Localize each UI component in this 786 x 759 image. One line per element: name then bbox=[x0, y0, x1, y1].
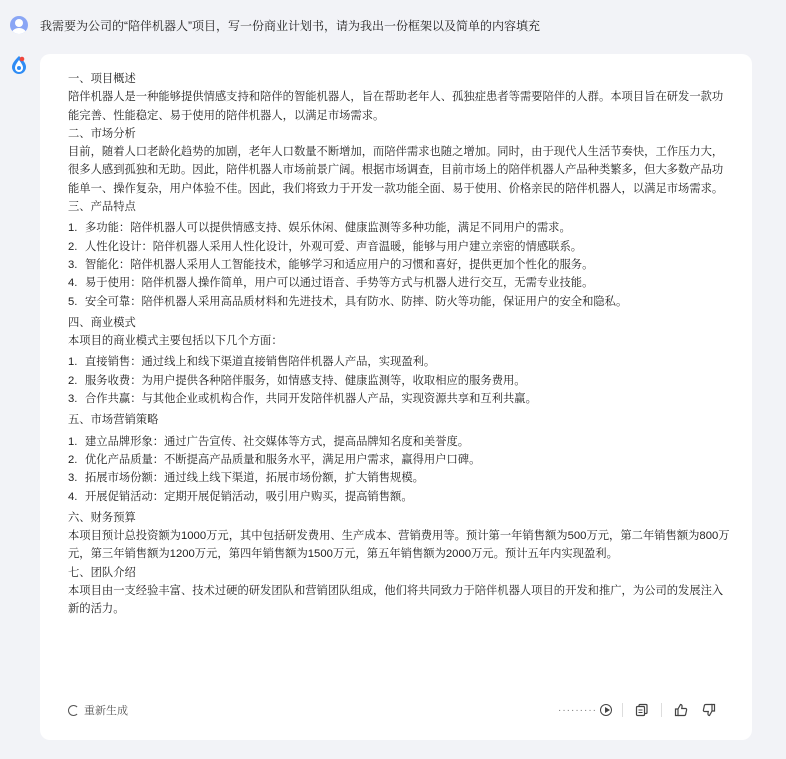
regenerate-label: 重新生成 bbox=[84, 705, 128, 717]
copy-button[interactable] bbox=[633, 701, 651, 719]
list-item-text: 智能化：陪伴机器人采用人工智能技术，能够学习和适应用户的习惯和喜好，提供更加个性化的服务。 bbox=[85, 258, 594, 271]
copy-icon bbox=[635, 703, 649, 717]
list-item-number: 1. bbox=[68, 435, 78, 448]
section-heading: 七、团队介绍 bbox=[68, 566, 136, 579]
list-item-text: 易于使用：陪伴机器人操作简单，用户可以通过语音、手势等方式与机器人进行交互，无需专业技能。 bbox=[85, 277, 594, 290]
response-toolbar bbox=[68, 700, 718, 720]
list-item-text: 优化产品质量：不断提高产品质量和服务水平，满足用户需求，赢得用户口碑。 bbox=[85, 453, 481, 466]
audio-dots-icon: ········· bbox=[558, 704, 597, 716]
user-message-text: 我需要为公司的“陪伴机器人”项目，写一份商业计划书，请为我出一份框架以及简单的内容填充 bbox=[40, 18, 540, 33]
list-item-text: 安全可靠：陪伴机器人采用高品质材料和先进技术，具有防水、防摔、防火等功能，保证用户的安全和隐私。 bbox=[85, 295, 628, 308]
business-model-list bbox=[68, 353, 733, 408]
section-product-features bbox=[68, 198, 733, 311]
section-market-analysis bbox=[68, 125, 733, 198]
list-item bbox=[68, 488, 733, 506]
user-avatar-icon bbox=[10, 16, 28, 34]
toolbar-divider bbox=[622, 703, 623, 717]
section-heading: 四、商业模式 bbox=[68, 316, 136, 329]
section-heading: 三、产品特点 bbox=[68, 201, 136, 214]
list-item-text: 建立品牌形象：通过广告宣传、社交媒体等方式，提高品牌知名度和美誉度。 bbox=[85, 435, 470, 448]
user-message-row bbox=[10, 15, 540, 35]
list-item-number: 3. bbox=[68, 258, 78, 271]
thumbs-down-icon bbox=[702, 703, 716, 717]
list-item-number: 1. bbox=[68, 356, 78, 369]
regenerate-icon bbox=[68, 705, 79, 716]
assistant-response-card bbox=[40, 54, 752, 740]
play-icon[interactable] bbox=[600, 704, 612, 716]
list-item-number: 5. bbox=[68, 295, 78, 308]
list-item bbox=[68, 372, 733, 390]
section-paragraph: 本项目预计总投资额为1000万元，其中包括研发费用、生产成本、营销费用等。预计第一年销售额为500万元，第二年销售额为800万元，第三年销售额为1200万元，第四年销售额为1500万元，第五年销售额为2000万元。预计五年内实现盈利。 bbox=[68, 530, 730, 561]
list-item-number: 4. bbox=[68, 490, 78, 503]
list-item bbox=[68, 390, 733, 408]
response-content bbox=[68, 70, 733, 619]
list-item bbox=[68, 433, 733, 451]
thumbs-up-button[interactable] bbox=[672, 701, 690, 719]
list-item-number: 4. bbox=[68, 277, 78, 290]
section-paragraph: 本项目由一支经验丰富、技术过硬的研发团队和营销团队组成，他们将共同致力于陪伴机器人项目的开发和推广，为公司的发展注入新的活力。 bbox=[68, 585, 724, 616]
list-item bbox=[68, 256, 733, 274]
section-heading: 一、项目概述 bbox=[68, 73, 136, 85]
list-item-number: 2. bbox=[68, 453, 78, 466]
list-item bbox=[68, 469, 733, 487]
list-item-text: 人性化设计：陪伴机器人采用人性化设计，外观可爱、声音温暖，能够与用户建立亲密的情感联系。 bbox=[85, 240, 583, 253]
section-overview bbox=[68, 70, 733, 125]
list-item-number: 3. bbox=[68, 393, 78, 406]
list-item-number: 1. bbox=[68, 222, 78, 235]
list-item bbox=[68, 219, 733, 237]
list-item-number: 3. bbox=[68, 472, 78, 485]
list-item bbox=[68, 274, 733, 292]
section-paragraph: 本项目的商业模式主要包括以下几个方面： bbox=[68, 335, 283, 348]
list-item-text: 直接销售：通过线上和线下渠道直接销售陪伴机器人产品，实现盈利。 bbox=[85, 356, 436, 369]
regenerate-button[interactable] bbox=[68, 702, 128, 718]
list-item bbox=[68, 451, 733, 469]
list-item-number: 2. bbox=[68, 374, 78, 387]
section-heading: 五、市场营销策略 bbox=[68, 414, 159, 427]
list-item-text: 服务收费：为用户提供各种陪伴服务，如情感支持、健康监测等，收取相应的服务费用。 bbox=[85, 374, 526, 387]
list-item-text: 拓展市场份额：通过线上线下渠道，拓展市场份额，扩大销售规模。 bbox=[85, 472, 424, 485]
section-team bbox=[68, 564, 733, 619]
list-item bbox=[68, 293, 733, 311]
list-item-text: 开展促销活动：定期开展促销活动，吸引用户购买，提高销售额。 bbox=[85, 490, 413, 503]
section-marketing-strategy bbox=[68, 411, 733, 505]
section-financial-budget bbox=[68, 509, 733, 564]
toolbar-divider bbox=[661, 703, 662, 717]
feature-list bbox=[68, 219, 733, 310]
section-heading: 六、财务预算 bbox=[68, 511, 136, 524]
marketing-strategy-list bbox=[68, 433, 733, 506]
section-paragraph: 目前，随着人口老龄化趋势的加剧，老年人口数量不断增加，而陪伴需求也随之增加。同时，由于现代人生活节奏快，工作压力大，很多人感到孤独和无助。因此，陪伴机器人市场前景广阔。根据市场调查，目前市场上的陪伴机器人产品种类繁多，但大多数产品功能单一、操作复杂，用户体验不佳。因此，我们将致力于开发一款功能全面、易于使用、价格亲民的陪伴机器人，以满足市场需求。 bbox=[68, 146, 724, 195]
section-heading: 二、市场分析 bbox=[68, 127, 136, 140]
thumbs-up-icon bbox=[674, 703, 688, 717]
section-business-model bbox=[68, 314, 733, 408]
assistant-logo-icon bbox=[9, 55, 29, 75]
section-paragraph: 陪伴机器人是一种能够提供情感支持和陪伴的智能机器人，旨在帮助老年人、孤独症患者等需要陪伴的人群。本项目旨在研发一款功能完善、性能稳定、易于使用的陪伴机器人，以满足市场需求。 bbox=[68, 91, 724, 122]
thumbs-down-button[interactable] bbox=[700, 701, 718, 719]
list-item-text: 多功能：陪伴机器人可以提供情感支持、娱乐休闲、健康监测等多种功能，满足不同用户的需求。 bbox=[85, 222, 571, 235]
list-item bbox=[68, 353, 733, 371]
list-item-number: 2. bbox=[68, 240, 78, 253]
list-item bbox=[68, 238, 733, 256]
list-item-text: 合作共赢：与其他企业或机构合作，共同开发陪伴机器人产品，实现资源共享和互利共赢。 bbox=[85, 393, 537, 406]
